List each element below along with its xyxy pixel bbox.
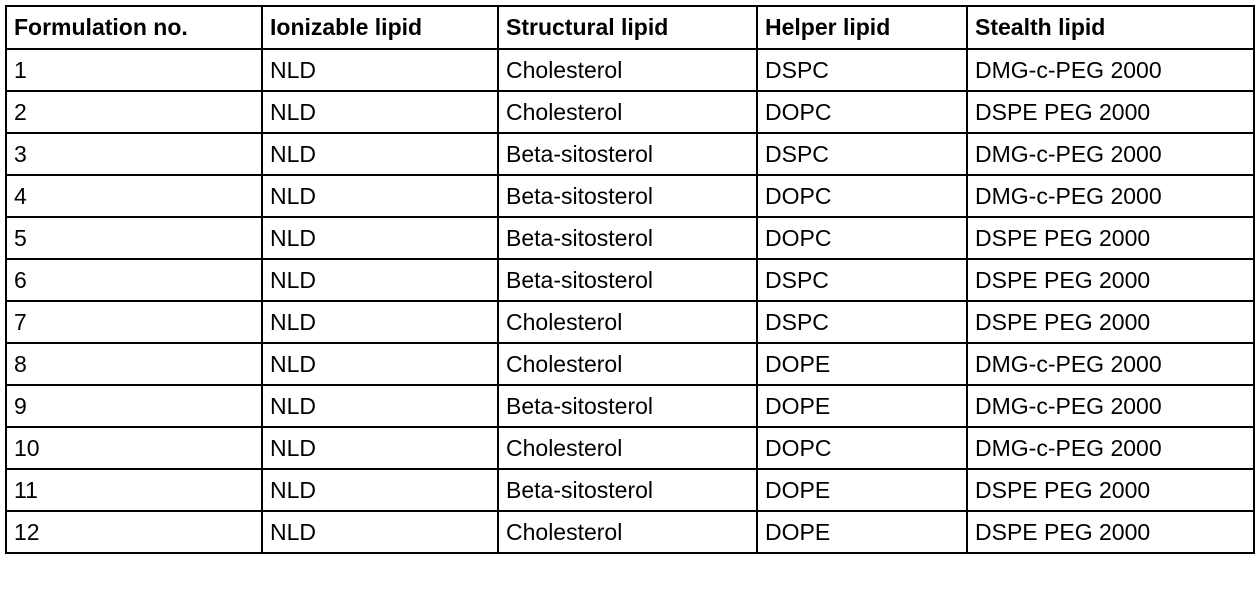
cell-structural-lipid: Beta-sitosterol	[498, 175, 757, 217]
cell-stealth-lipid: DSPE PEG 2000	[967, 469, 1254, 511]
cell-ionizable-lipid: NLD	[262, 343, 498, 385]
cell-stealth-lipid: DSPE PEG 2000	[967, 259, 1254, 301]
table-row	[6, 217, 1254, 259]
cell-formulation-no: 4	[6, 175, 262, 217]
cell-formulation-no: 9	[6, 385, 262, 427]
cell-helper-lipid: DSPC	[757, 301, 967, 343]
header-ionizable-lipid: Ionizable lipid	[262, 6, 498, 49]
cell-ionizable-lipid: NLD	[262, 217, 498, 259]
table-row	[6, 343, 1254, 385]
header-formulation-no: Formulation no.	[6, 6, 262, 49]
cell-ionizable-lipid: NLD	[262, 385, 498, 427]
cell-stealth-lipid: DMG-c-PEG 2000	[967, 427, 1254, 469]
table-row	[6, 469, 1254, 511]
cell-helper-lipid: DOPE	[757, 343, 967, 385]
cell-structural-lipid: Cholesterol	[498, 301, 757, 343]
cell-formulation-no: 6	[6, 259, 262, 301]
cell-helper-lipid: DOPC	[757, 217, 967, 259]
cell-ionizable-lipid: NLD	[262, 175, 498, 217]
cell-ionizable-lipid: NLD	[262, 49, 498, 91]
table-header-row	[6, 6, 1254, 49]
header-structural-lipid: Structural lipid	[498, 6, 757, 49]
cell-stealth-lipid: DSPE PEG 2000	[967, 91, 1254, 133]
cell-stealth-lipid: DMG-c-PEG 2000	[967, 49, 1254, 91]
cell-ionizable-lipid: NLD	[262, 301, 498, 343]
table-row	[6, 427, 1254, 469]
cell-stealth-lipid: DSPE PEG 2000	[967, 217, 1254, 259]
cell-stealth-lipid: DMG-c-PEG 2000	[967, 385, 1254, 427]
cell-stealth-lipid: DMG-c-PEG 2000	[967, 343, 1254, 385]
cell-helper-lipid: DOPC	[757, 175, 967, 217]
cell-formulation-no: 8	[6, 343, 262, 385]
table-row	[6, 301, 1254, 343]
cell-helper-lipid: DOPE	[757, 511, 967, 553]
cell-ionizable-lipid: NLD	[262, 469, 498, 511]
cell-formulation-no: 5	[6, 217, 262, 259]
cell-structural-lipid: Beta-sitosterol	[498, 469, 757, 511]
cell-helper-lipid: DOPC	[757, 91, 967, 133]
cell-structural-lipid: Cholesterol	[498, 511, 757, 553]
cell-formulation-no: 3	[6, 133, 262, 175]
table-row	[6, 91, 1254, 133]
cell-formulation-no: 12	[6, 511, 262, 553]
cell-stealth-lipid: DSPE PEG 2000	[967, 301, 1254, 343]
cell-structural-lipid: Cholesterol	[498, 343, 757, 385]
cell-structural-lipid: Beta-sitosterol	[498, 385, 757, 427]
cell-stealth-lipid: DSPE PEG 2000	[967, 511, 1254, 553]
table-row	[6, 511, 1254, 553]
header-stealth-lipid: Stealth lipid	[967, 6, 1254, 49]
cell-helper-lipid: DSPC	[757, 259, 967, 301]
table-row	[6, 49, 1254, 91]
cell-ionizable-lipid: NLD	[262, 133, 498, 175]
table-row	[6, 133, 1254, 175]
cell-formulation-no: 10	[6, 427, 262, 469]
header-helper-lipid: Helper lipid	[757, 6, 967, 49]
cell-helper-lipid: DOPC	[757, 427, 967, 469]
cell-formulation-no: 2	[6, 91, 262, 133]
table-row	[6, 259, 1254, 301]
cell-stealth-lipid: DMG-c-PEG 2000	[967, 175, 1254, 217]
cell-ionizable-lipid: NLD	[262, 259, 498, 301]
cell-ionizable-lipid: NLD	[262, 427, 498, 469]
table-row	[6, 175, 1254, 217]
cell-structural-lipid: Beta-sitosterol	[498, 133, 757, 175]
cell-helper-lipid: DOPE	[757, 385, 967, 427]
cell-structural-lipid: Cholesterol	[498, 49, 757, 91]
table-row	[6, 385, 1254, 427]
cell-structural-lipid: Beta-sitosterol	[498, 217, 757, 259]
cell-structural-lipid: Cholesterol	[498, 427, 757, 469]
cell-helper-lipid: DSPC	[757, 133, 967, 175]
cell-ionizable-lipid: NLD	[262, 91, 498, 133]
cell-formulation-no: 11	[6, 469, 262, 511]
cell-ionizable-lipid: NLD	[262, 511, 498, 553]
cell-formulation-no: 1	[6, 49, 262, 91]
formulation-table-container	[5, 5, 1255, 554]
formulation-table	[5, 5, 1255, 554]
cell-helper-lipid: DSPC	[757, 49, 967, 91]
cell-formulation-no: 7	[6, 301, 262, 343]
cell-structural-lipid: Cholesterol	[498, 91, 757, 133]
cell-helper-lipid: DOPE	[757, 469, 967, 511]
cell-stealth-lipid: DMG-c-PEG 2000	[967, 133, 1254, 175]
cell-structural-lipid: Beta-sitosterol	[498, 259, 757, 301]
